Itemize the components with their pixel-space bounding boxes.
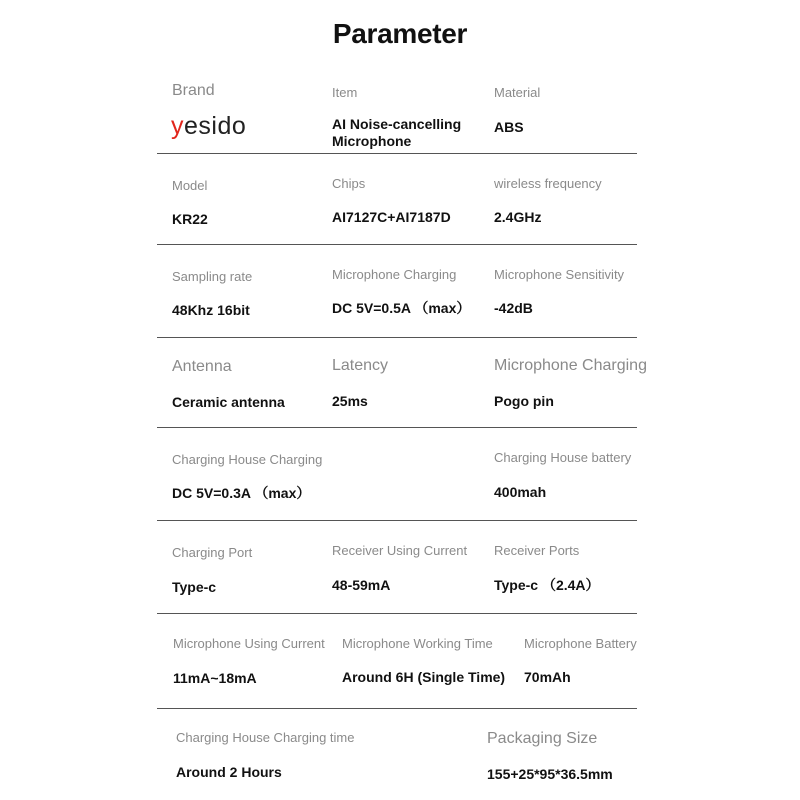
material-label: Material [494,85,541,100]
microphone-battery-label: Microphone Battery [524,636,637,651]
spec-row-6 [157,521,637,614]
charging-house-charging-time-label: Charging House Charging time [176,730,355,745]
microphone-charging-2-label: Microphone Charging [494,357,647,374]
microphone-charging-label: Microphone Charging [332,267,457,282]
page-title: Parameter [332,18,468,49]
brand-logo-initial: y [171,112,184,140]
microphone-working-time-label: Microphone Working Time [342,636,493,651]
receiver-using-current-label: Receiver Using Current [332,543,468,558]
wireless-frequency-value: 2.4GHz [494,209,542,225]
model-label: Model [172,178,208,193]
spec-row-2 [157,154,637,245]
charging-house-battery-label: Charging House battery [494,450,632,465]
charging-house-charging-label: Charging House Charging [172,452,323,467]
microphone-charging-value: DC 5V=0.5A （max） [332,300,471,316]
charging-house-charging-time-value: Around 2 Hours [176,764,282,780]
microphone-sensitivity-value: -42dB [494,300,533,316]
wireless-frequency-label: wireless frequency [494,176,602,191]
chips-value: AI7127C+AI7187D [332,209,451,225]
packaging-size-value: 155+25*95*36.5mm [487,766,613,782]
latency-value: 25ms [332,393,368,409]
receiver-using-current-value: 48-59mA [332,577,391,593]
receiver-ports-value: Type-c （2.4A） [494,577,600,593]
antenna-label: Antenna [172,358,232,375]
brand-logo [171,112,246,141]
microphone-using-current-label: Microphone Using Current [173,636,325,651]
spec-row-4 [157,338,647,428]
antenna-value: Ceramic antenna [172,394,285,410]
spec-row-7 [157,614,637,709]
spec-row-5 [157,428,637,521]
latency-label: Latency [332,357,389,374]
model-value: KR22 [172,211,208,227]
charging-port-value: Type-c [172,579,217,595]
sampling-rate-label: Sampling rate [172,269,253,284]
microphone-sensitivity-label: Microphone Sensitivity [494,267,625,282]
spec-row-8 [157,709,637,794]
charging-port-label: Charging Port [172,545,253,560]
charging-house-battery-value: 400mah [494,484,547,500]
charging-house-charging-value: DC 5V=0.3A （max） [172,485,311,501]
sampling-rate-value: 48Khz 16bit [172,302,250,318]
spec-row-1 [157,75,637,154]
item-value-line1: AI Noise-cancelling [332,116,462,132]
microphone-using-current-value: 11mA~18mA [173,670,257,686]
item-label: Item [332,85,358,100]
packaging-size-label: Packaging Size [487,730,598,747]
microphone-charging-2-value: Pogo pin [494,393,554,409]
material-value: ABS [494,119,524,135]
item-value-line2: Microphone [332,133,412,149]
receiver-ports-label: Receiver Ports [494,543,580,558]
chips-label: Chips [332,176,366,191]
microphone-working-time-value: Around 6H (Single Time) [342,669,506,685]
brand-label: Brand [172,82,215,99]
microphone-battery-value: 70mAh [524,669,571,685]
spec-row-3 [157,245,637,338]
brand-logo-text: esido [184,112,247,140]
